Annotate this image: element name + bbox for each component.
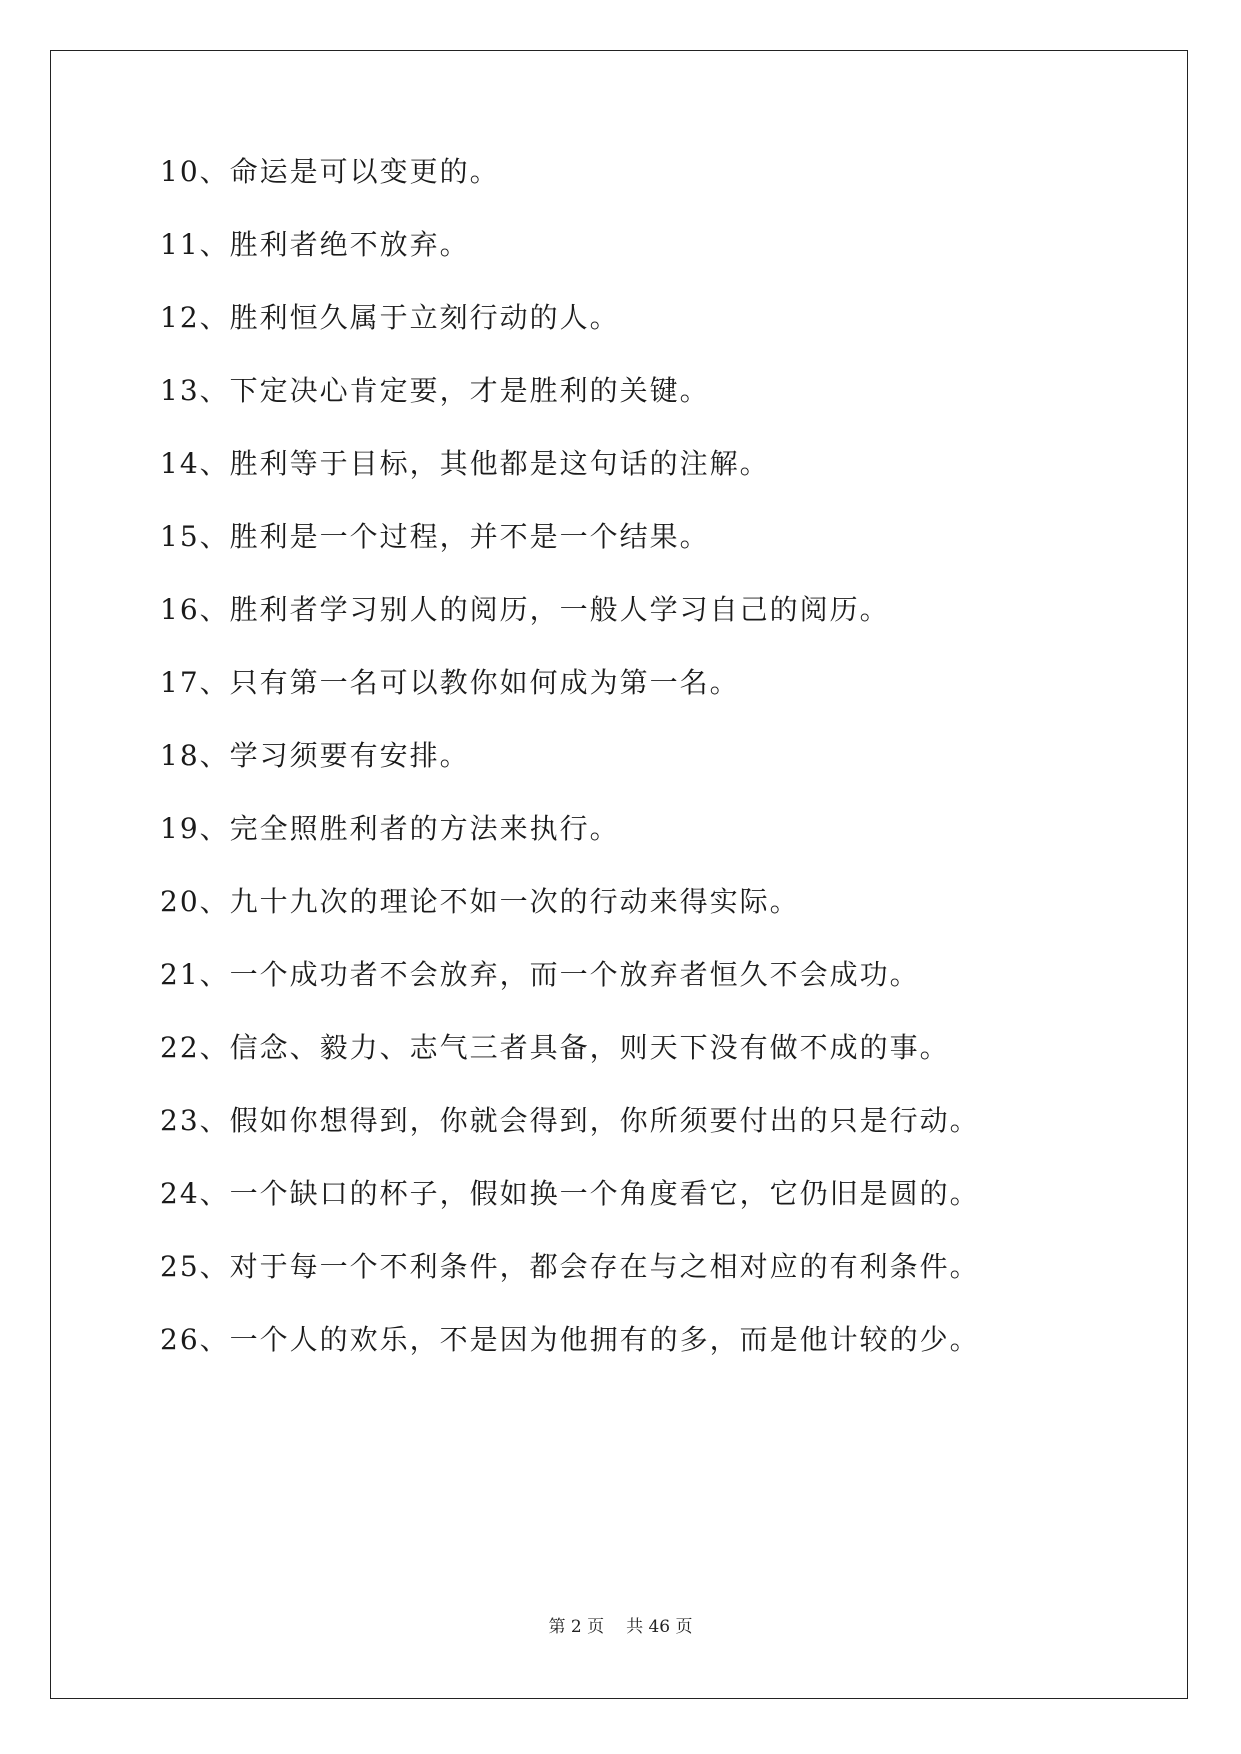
page-number: 第 2 页 [548, 1617, 605, 1637]
text-line-25: 25、对于每一个不利条件，都会存在与之相对应的有利条件。 [160, 1250, 980, 1283]
text-line-22: 22、信念、毅力、志气三者具备，则天下没有做不成的事。 [160, 1031, 950, 1064]
text-line-24: 24、一个缺口的杯子，假如换一个角度看它，它仍旧是圆的。 [160, 1177, 980, 1210]
text-line-23: 23、假如你想得到，你就会得到，你所须要付出的只是行动。 [160, 1104, 980, 1137]
text-line-16: 16、胜利者学习别人的阅历，一般人学习自己的阅历。 [160, 593, 890, 626]
text-line-18: 18、学习须要有安排。 [160, 739, 470, 772]
text-line-15: 15、胜利是一个过程，并不是一个结果。 [160, 520, 710, 553]
text-line-12: 12、胜利恒久属于立刻行动的人。 [160, 301, 620, 334]
text-line-19: 19、完全照胜利者的方法来执行。 [160, 812, 620, 845]
text-line-21: 21、一个成功者不会放弃，而一个放弃者恒久不会成功。 [160, 958, 920, 991]
text-line-14: 14、胜利等于目标，其他都是这句话的注解。 [160, 447, 770, 480]
text-line-26: 26、一个人的欢乐，不是因为他拥有的多，而是他计较的少。 [160, 1323, 980, 1356]
page-total: 共 46 页 [626, 1617, 693, 1637]
text-line-11: 11、胜利者绝不放弃。 [160, 228, 470, 261]
text-line-17: 17、只有第一名可以教你如何成为第一名。 [160, 666, 740, 699]
text-line-20: 20、九十九次的理论不如一次的行动来得实际。 [160, 885, 800, 918]
text-line-13: 13、下定决心肯定要，才是胜利的关键。 [160, 374, 710, 407]
text-line-10: 10、命运是可以变更的。 [160, 155, 500, 188]
page-footer [0, 1612, 1241, 1637]
